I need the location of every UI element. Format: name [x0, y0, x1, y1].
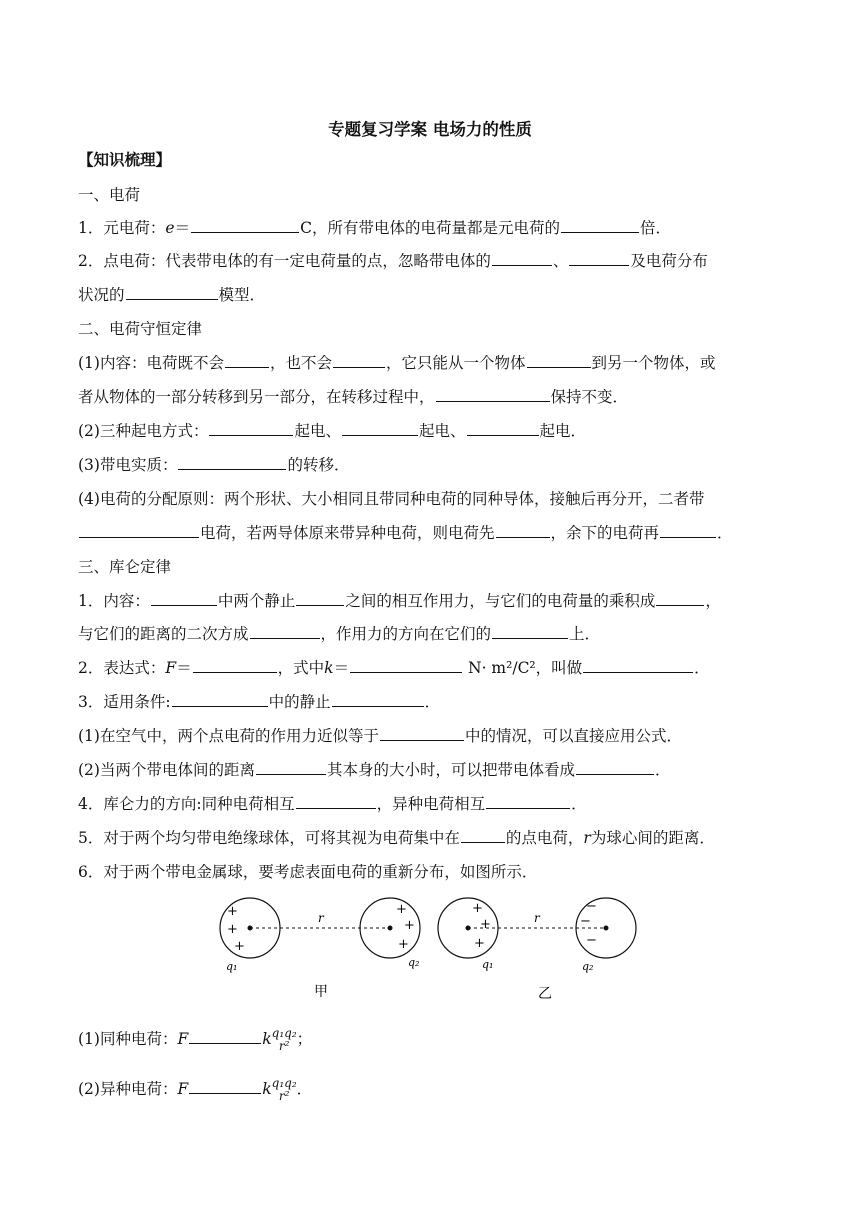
- blank-attract[interactable]: [486, 793, 570, 809]
- blank-same-relation[interactable]: [189, 1028, 261, 1044]
- blank-formula[interactable]: [193, 657, 277, 673]
- blank-point-1[interactable]: [492, 250, 552, 266]
- blank-neutralize[interactable]: [496, 522, 550, 538]
- blank-multiple[interactable]: [561, 217, 639, 233]
- heading-conservation: 二、电荷守恒定律: [78, 320, 203, 338]
- charging-essence-line: (3)带电实质： 的转移．: [78, 456, 350, 474]
- blank-model[interactable]: [126, 284, 218, 300]
- conditions-line: 3．适用条件: 中的静止 ．: [78, 693, 441, 711]
- blank-e-value[interactable]: [191, 217, 299, 233]
- charging-methods-line: (2)三种起电方式： 起电、 起电、 起电．: [78, 422, 587, 440]
- blank-line[interactable]: [492, 623, 568, 639]
- coulomb-content-line-2: 与它们的距离的二次方成 ，作用力的方向在它们的 上．: [78, 625, 601, 643]
- plus-sign: +: [480, 917, 491, 932]
- q1-label-yi: q₁: [482, 958, 494, 971]
- blank-method-1[interactable]: [209, 420, 293, 436]
- blank-point-2[interactable]: [569, 250, 629, 266]
- blank-essence[interactable]: [178, 454, 286, 470]
- distribution-line-1: (4)电荷的分配原则：两个形状、大小相同且带同种电荷的同种导体，接触后再分开，二者带: [78, 490, 705, 508]
- label-yi: 乙: [538, 986, 552, 1002]
- q2-label-jia: q₂: [408, 956, 420, 969]
- blank-condition-charge[interactable]: [332, 691, 424, 707]
- page-title: 专题复习学案 电场力的性质: [328, 120, 532, 139]
- expression-line: 2．表达式：F＝ ，式中k＝ N· m²/C²，叫做 ．: [78, 659, 710, 677]
- same-charge-formula: (1)同种电荷：F k q₁q₂ r² ；: [78, 1026, 313, 1053]
- label-jia: 甲: [314, 984, 328, 1000]
- distribution-line-2: 电荷，若两导体原来带异种电荷，则电荷先 ，余下的电荷再 ．: [78, 522, 790, 544]
- section-header: 【知识梳理】: [78, 151, 172, 169]
- blank-point-charge-2[interactable]: [576, 759, 654, 775]
- blank-proportional[interactable]: [656, 590, 704, 606]
- plus-sign: +: [227, 922, 238, 937]
- blank-equal-charge[interactable]: [79, 522, 199, 538]
- conservation-line-2: 者从物体的一部分转移到另一部分，在转移过程中， 保持不变．: [78, 388, 629, 406]
- plus-sign: +: [227, 904, 238, 919]
- blank-condition-medium[interactable]: [172, 691, 268, 707]
- plus-sign: +: [398, 937, 409, 952]
- blank-point-charges[interactable]: [296, 590, 344, 606]
- coulomb-content-line-1: 1．内容： 中两个静止 之间的相互作用力，与它们的电荷量的乘积成 ，: [78, 592, 721, 610]
- blank-medium[interactable]: [151, 590, 217, 606]
- blank-total-charge[interactable]: [436, 386, 550, 402]
- charged-spheres-figure: [210, 892, 650, 1002]
- q2-label-yi: q₂: [582, 960, 594, 973]
- conservation-line-1: (1)内容：电荷既不会 ，也不会 ，它只能从一个物体 到另一个物体，或: [78, 354, 716, 372]
- blank-transfer[interactable]: [527, 352, 591, 368]
- metal-sphere-line: 6．对于两个带电金属球，要考虑表面电荷的重新分布，如图所示．: [78, 863, 538, 881]
- point-charge-line: 2．点电荷：代表带电体的有一定电荷量的点，忽略带电体的 、 及电荷分布: [78, 252, 708, 270]
- air-condition-line: (1)在空气中，两个点电荷的作用力近似等于 中的情况，可以直接应用公式．: [78, 727, 682, 745]
- blank-center[interactable]: [461, 827, 505, 843]
- blank-k-name[interactable]: [583, 657, 693, 673]
- minus-sign: −: [580, 914, 591, 929]
- blank-created[interactable]: [225, 352, 269, 368]
- blank-vacuum[interactable]: [380, 725, 464, 741]
- minus-sign: −: [586, 933, 597, 948]
- blank-method-2[interactable]: [342, 420, 418, 436]
- elementary-charge-line: 1．元电荷：e＝ C，所有带电体的电荷量都是元电荷的 倍．: [78, 219, 671, 237]
- q1-label-jia: q₁: [226, 960, 238, 973]
- plus-sign: +: [234, 939, 245, 954]
- blank-repel[interactable]: [296, 793, 376, 809]
- distance-condition-line: (2)当两个带电体间的距离 其本身的大小时，可以把带电体看成 ．: [78, 761, 671, 779]
- blank-redistribute[interactable]: [660, 522, 716, 538]
- point-charge-line-2: 状况的 模型．: [78, 286, 266, 304]
- blank-much-larger[interactable]: [256, 759, 326, 775]
- heading-coulomb: 三、库仑定律: [78, 558, 172, 576]
- plus-sign: +: [474, 936, 485, 951]
- blank-method-3[interactable]: [467, 420, 539, 436]
- plus-sign: +: [472, 901, 483, 916]
- plus-sign: +: [404, 918, 415, 933]
- heading-charge: 一、电荷: [78, 186, 141, 204]
- opposite-charge-formula: (2)异种电荷：F k q₁q₂ r² ．: [78, 1076, 313, 1103]
- blank-k-value[interactable]: [350, 657, 462, 673]
- blank-destroyed[interactable]: [333, 352, 385, 368]
- blank-diff-relation[interactable]: [189, 1078, 261, 1094]
- insulator-sphere-line: 5．对于两个均匀带电绝缘球体，可将其视为电荷集中在 的点电荷，r为球心间的距离．: [78, 829, 715, 847]
- coulomb-fraction: q₁q₂ r²: [271, 1026, 297, 1053]
- direction-line: 4．库仑力的方向:同种电荷相互 ，异种电荷相互 ．: [78, 795, 587, 813]
- coulomb-fraction: q₁q₂ r²: [271, 1076, 297, 1103]
- r-label-jia: r: [318, 911, 324, 925]
- minus-sign: −: [586, 899, 597, 914]
- blank-inverse[interactable]: [250, 623, 320, 639]
- plus-sign: +: [396, 902, 407, 917]
- r-label-yi: r: [534, 911, 540, 925]
